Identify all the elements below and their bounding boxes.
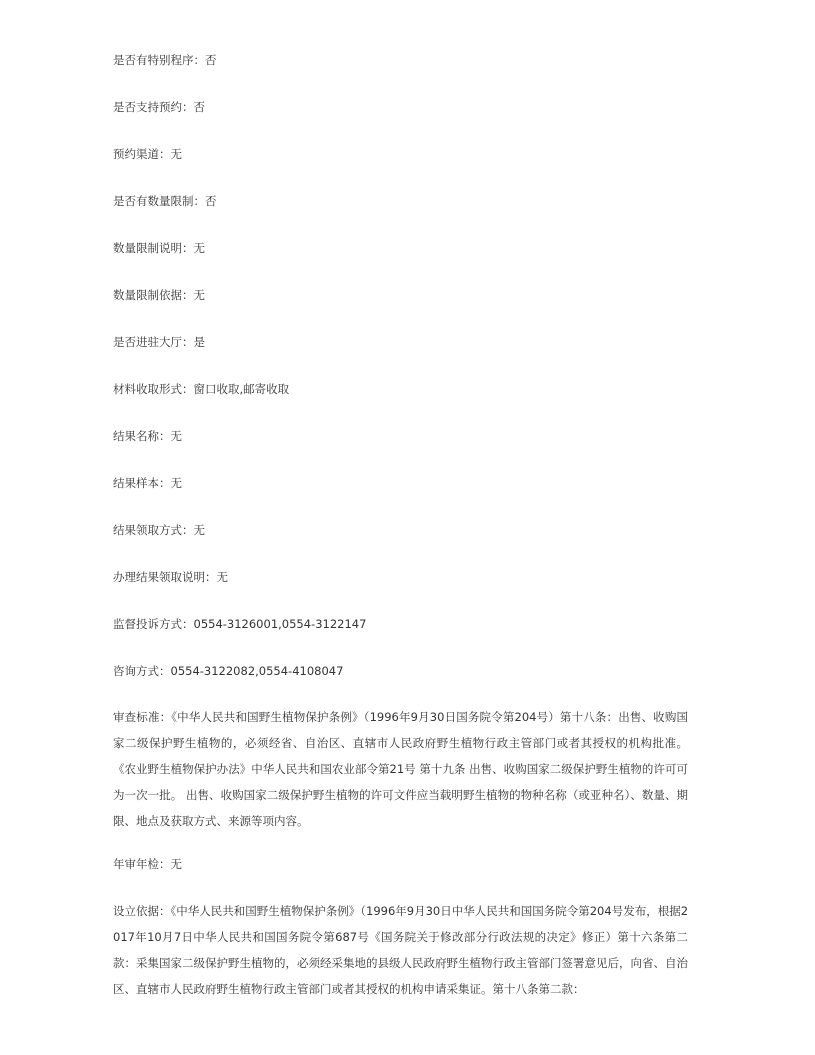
field-value: 窗口收取,邮寄收取 [193,382,290,396]
field-special-procedure [113,53,693,67]
field-label: 年审年检： [113,857,171,871]
field-label: 数量限制依据： [113,288,194,302]
field-value: 否 [205,194,217,208]
field-label: 结果名称： [113,429,171,443]
field-reservation-support [113,100,693,114]
review-standard-paragraph [113,704,688,834]
field-consultation-contact [113,664,693,678]
field-label: 是否进驻大厅： [113,335,194,349]
field-label: 咨询方式： [113,664,171,678]
field-complaint-contact [113,617,693,631]
field-material-collection [113,382,693,396]
field-label: 结果样本： [113,476,171,490]
field-value: 否 [205,53,217,67]
field-label: 是否支持预约： [113,100,194,114]
field-label: 预约渠道： [113,147,171,161]
field-label: 是否有数量限制： [113,194,205,208]
field-value: 无 [193,241,205,255]
field-value: 是 [193,335,205,349]
field-result-sample [113,476,693,490]
field-value: 无 [170,857,182,871]
field-result-pickup-note [113,570,693,584]
field-value: 无 [193,288,205,302]
field-reservation-channel [113,147,693,161]
field-quantity-limit [113,194,693,208]
field-label: 是否有特别程序： [113,53,205,67]
field-value: 无 [170,147,182,161]
paragraph-text: 《中华人民共和国野生植物保护条例》（1996年9月30日中华人民共和国国务院令第204号发布，根据2017年10月7日中华人民共和国国务院令第687号《国务院关于修改部分行政法规的决定》修正）第十六条第二款：采集国家二级保护野生植物的，必须经采集地的县级人民政府野生植物行政主管部门签署意见后，向省、自治区、直辖市人民政府野生植物行政主管部门或者其授权的机构申请采集证。第十八条第二款： [113,904,689,996]
field-result-pickup [113,523,693,537]
field-value: 无 [193,523,205,537]
field-label: 办理结果领取说明： [113,570,217,584]
field-result-name [113,429,693,443]
field-quantity-limit-note [113,241,693,255]
field-label: 结果领取方式： [113,523,194,537]
paragraph-label: 审查标准： [113,710,172,724]
field-value: 无 [170,429,182,443]
field-quantity-limit-basis [113,288,693,302]
field-in-service-hall [113,335,693,349]
field-value: 无 [216,570,228,584]
field-value: 0554-3126001,0554-3122147 [193,617,367,631]
field-value: 无 [170,476,182,490]
field-label: 数量限制说明： [113,241,194,255]
paragraph-label: 设立依据： [113,904,171,918]
field-label: 材料收取形式： [113,382,194,396]
field-label: 监督投诉方式： [113,617,194,631]
field-value: 0554-3122082,0554-4108047 [170,664,344,678]
legal-basis-paragraph [113,898,688,1002]
field-annual-review [113,857,693,871]
field-value: 否 [193,100,205,114]
paragraph-text: 《中华人民共和国野生植物保护条例》（1996年9月30日国务院令第204号）第十八条：出售、收购国家二级保护野生植物的，必须经省、自治区、直辖市人民政府野生植物行政主管部门或者其授权的机构批准。 《农业野生植物保护办法》中华人民共和国农业部令第21号 第十九条 出售、收购国家二级保护野生植物的许可可为一次一批。 出售、收购国家二级保护野生植物的许可文件应当载明野生植物的物种名称（或亚种名）、数量、期限、地点及获取方式、来源等项内容。 [113,710,688,828]
